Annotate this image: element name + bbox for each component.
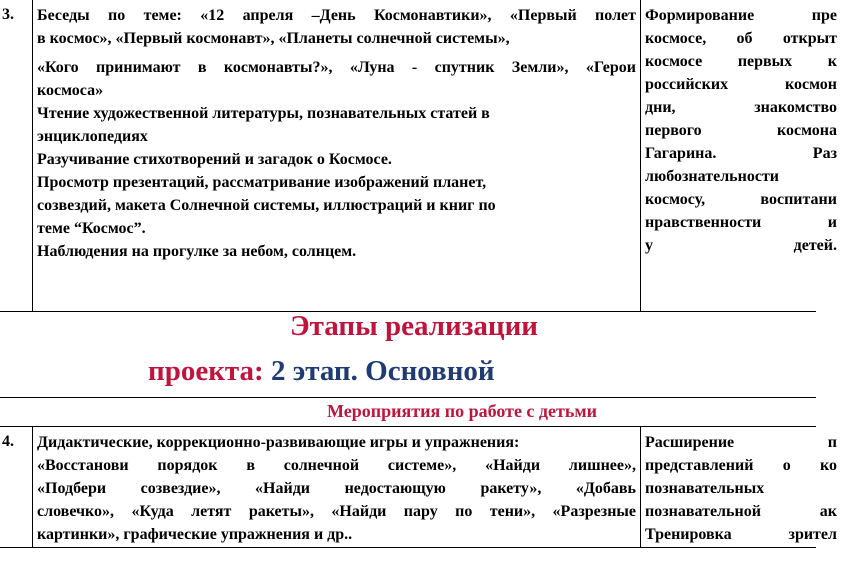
text-line: любознательности bbox=[645, 168, 780, 185]
text-line: российских космон bbox=[645, 76, 837, 93]
text-line: словечко», «Куда летят ракеты», «Найди пару по тени», «Разрезные bbox=[37, 503, 636, 520]
text-line: Чтение художественной литературы, познавательных статей в bbox=[37, 105, 490, 122]
text-line: Беседы по теме: «12 апреля –День Космонавтики», «Первый полет bbox=[37, 7, 636, 24]
table-row bbox=[0, 426, 837, 548]
stage-subtitle-name: 2 этап. Основной bbox=[270, 355, 495, 387]
text-line: познавательной ак bbox=[645, 503, 837, 520]
text-line: энциклопедиях bbox=[37, 128, 148, 145]
text-line: у детей. bbox=[645, 237, 837, 254]
stage-title: Этапы реализации bbox=[290, 310, 539, 342]
text-line: «Кого принимают в космонавты?», «Луна - спутник Земли», «Герои bbox=[37, 59, 636, 76]
text-line: в космос», «Первый космонавт», «Планеты солнечной системы», bbox=[37, 30, 510, 47]
text-line: космосе первых к bbox=[645, 53, 837, 70]
text-line: космосу, воспитани bbox=[645, 191, 837, 208]
text-line: Разучивание стихотворений и загадок о Космосе. bbox=[37, 151, 392, 168]
text-line: космосе, об открыт bbox=[645, 30, 837, 47]
text-line: познавательных bbox=[645, 480, 765, 497]
stage-subtitle-label: проекта: bbox=[148, 355, 264, 387]
text-line: Гагарина. Раз bbox=[645, 145, 837, 162]
row-number: 3. bbox=[2, 6, 14, 23]
text-line: теме “Космос”. bbox=[37, 220, 146, 237]
text-line: созвездий, макета Солнечной системы, иллюстраций и книг по bbox=[37, 197, 496, 214]
section-header bbox=[0, 397, 816, 427]
text-line: картинки», графические упражнения и др.. bbox=[37, 526, 353, 543]
text-line: представлений о ко bbox=[645, 457, 837, 474]
text-line: Тренировка зрител bbox=[645, 526, 837, 543]
text-line: Просмотр презентаций, рассматривание изображений планет, bbox=[37, 174, 487, 191]
text-line: космоса» bbox=[37, 82, 104, 99]
text-line: дни, знакомство bbox=[645, 99, 837, 116]
text-line: Дидактические, коррекционно-развивающие игры и упражнения: bbox=[37, 434, 520, 451]
text-line: Формирование пре bbox=[645, 7, 837, 24]
text-line: первого космона bbox=[645, 122, 837, 139]
text-line: «Восстанови порядок в солнечной системе», «Найди лишнее», bbox=[37, 457, 636, 474]
text-line: Расширение п bbox=[645, 434, 837, 451]
goals-cell bbox=[641, 0, 841, 311]
text-line: «Подбери созвездие», «Найди недостающую ракету», «Добавь bbox=[37, 480, 636, 497]
text-line: нравственности и bbox=[645, 214, 837, 231]
goals-cell bbox=[641, 427, 841, 547]
activities-cell bbox=[33, 0, 640, 311]
stage-subtitle bbox=[148, 355, 495, 388]
section-header-text: Мероприятия по работе с детьми bbox=[327, 401, 598, 421]
row-number: 4. bbox=[2, 433, 14, 450]
activities-cell bbox=[33, 427, 640, 547]
text-line: Наблюдения на прогулке за небом, солнцем. bbox=[37, 243, 357, 260]
